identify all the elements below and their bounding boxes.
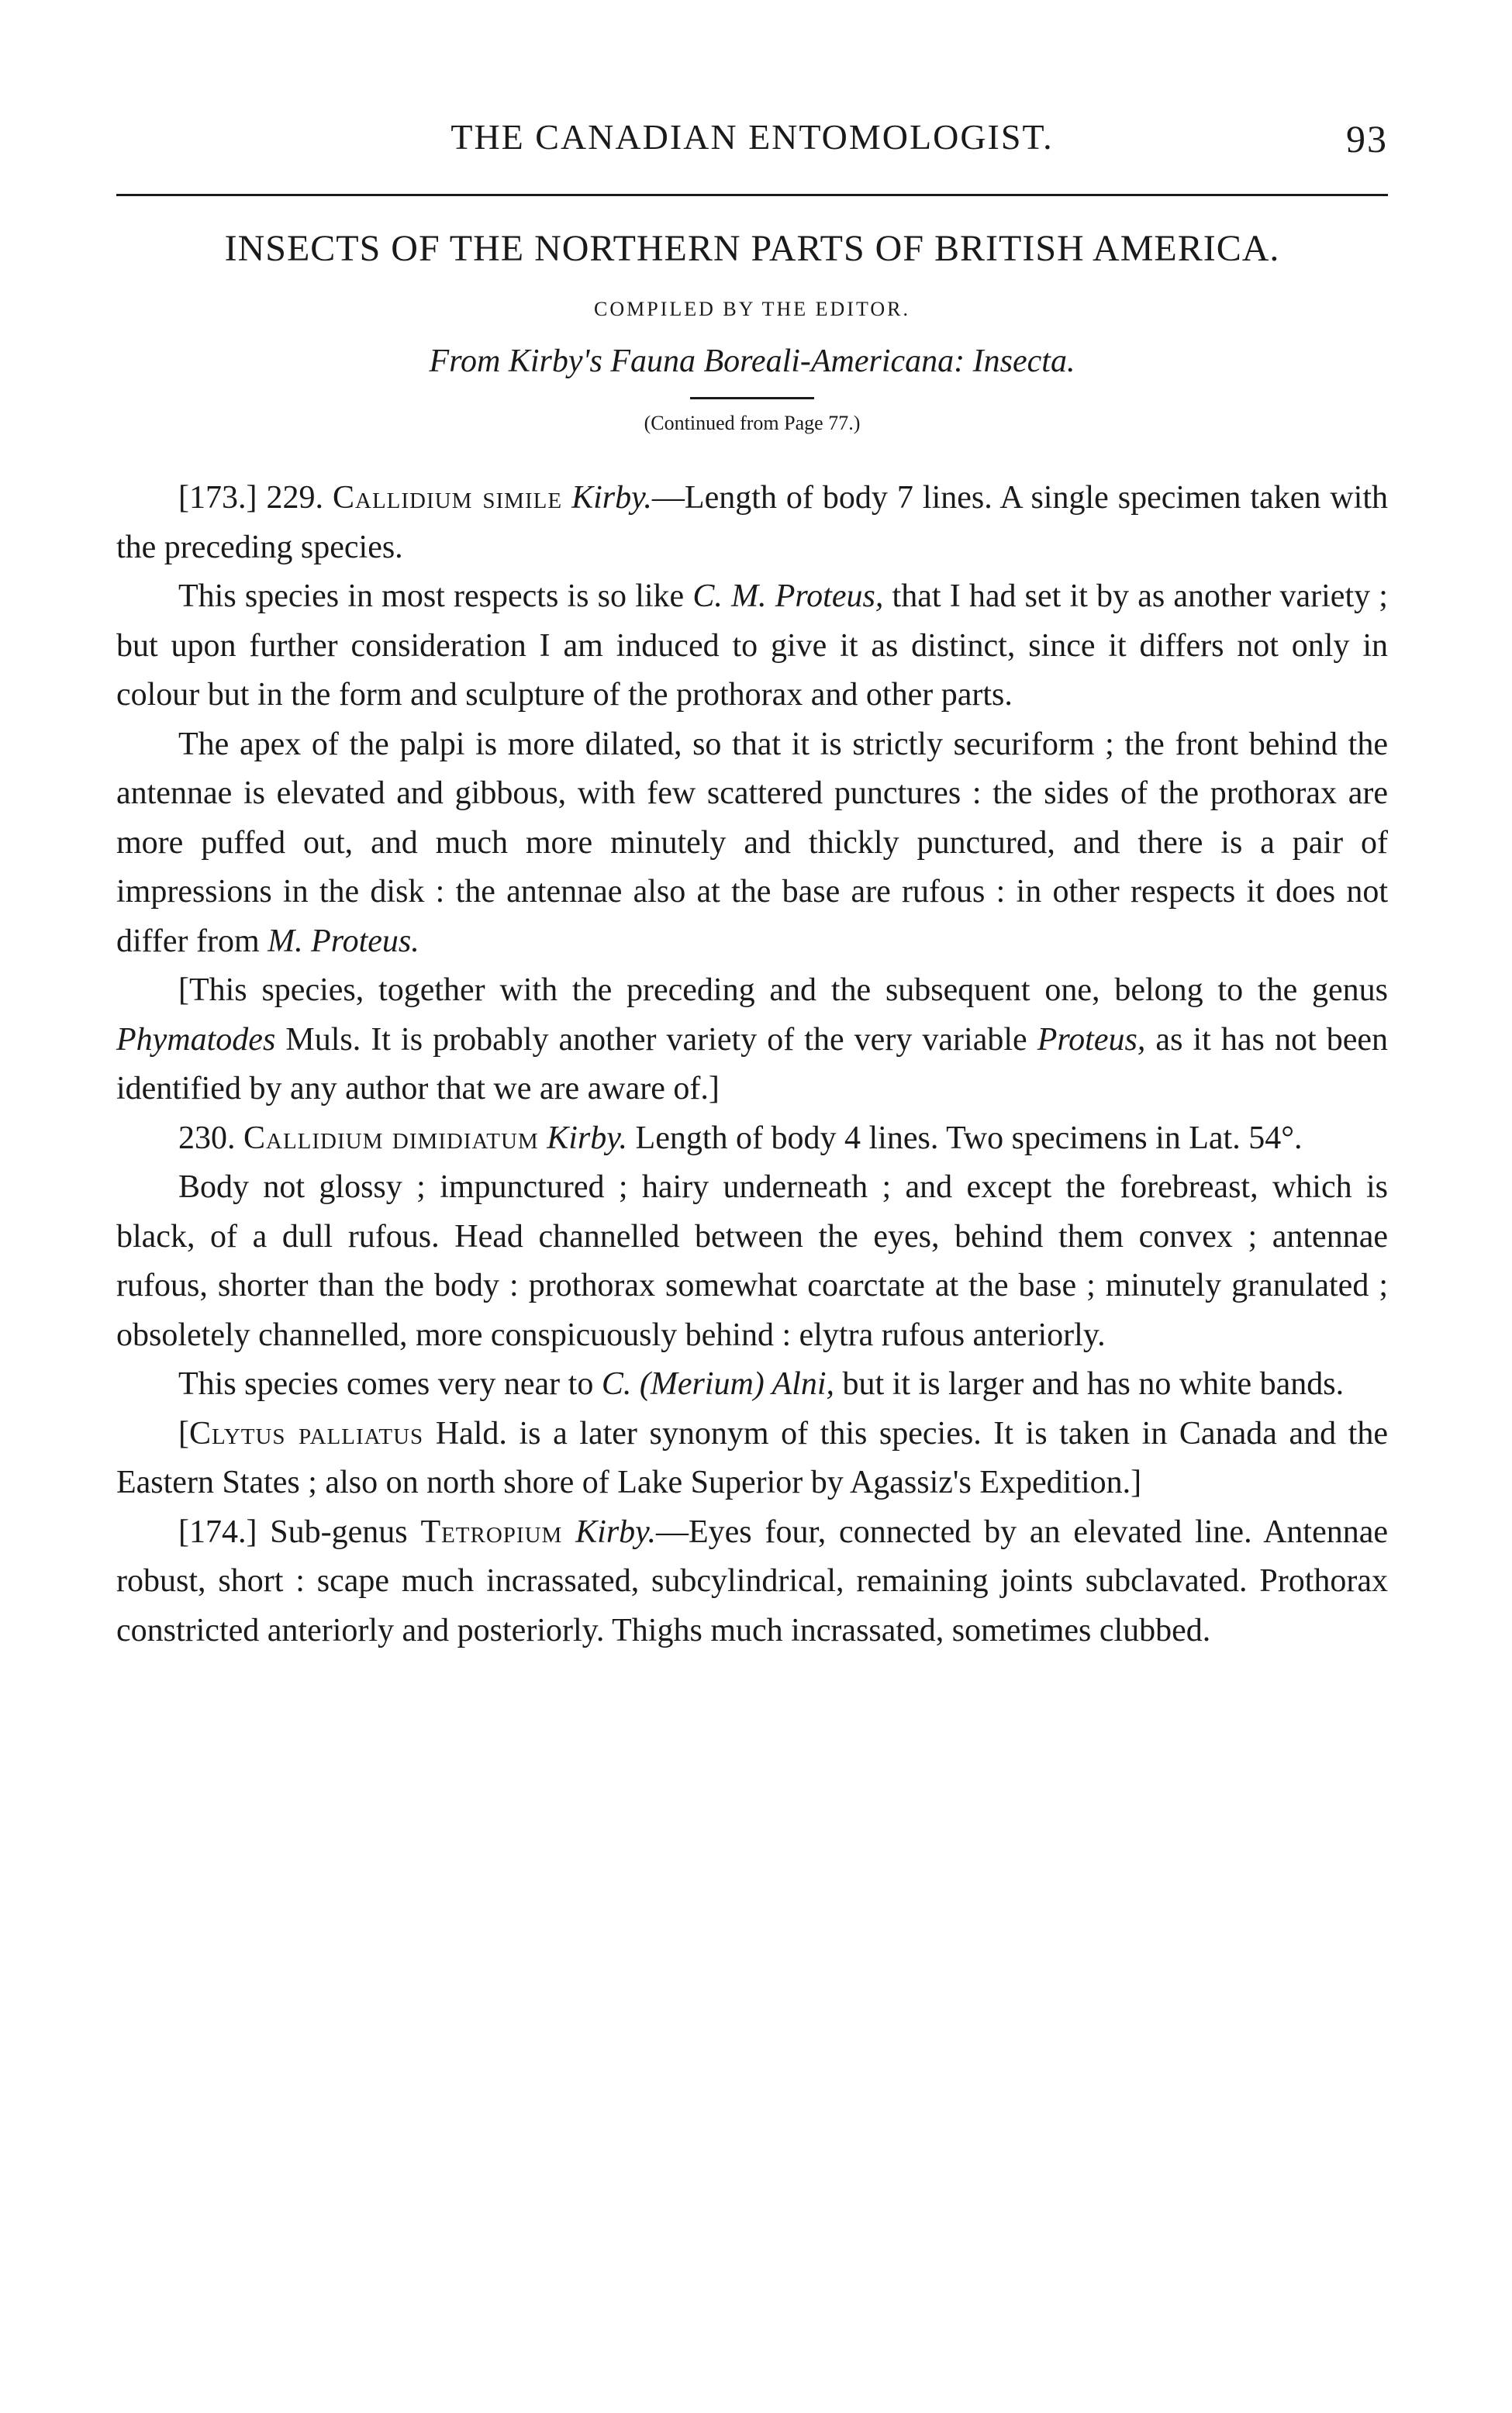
continued-note: (Continued from Page 77.) <box>644 412 861 434</box>
paragraph <box>116 966 1388 1114</box>
paragraph-text: The apex of the palpi is more dilated, so that it is strictly securiform ; the front behind the antennae is elevated and gibbous, with few scattered punctures : the sides of the prothorax are more puffed out, and much more minutely and thickly punctured, and there is a pair of impressions in the disk : the antennae also at the base are rufous : in other respects it does not differ from <box>116 726 1388 959</box>
paragraph-callidium-dimidiatum <box>116 1114 1388 1164</box>
paragraph <box>116 1410 1388 1508</box>
species-author: Kirby. <box>571 480 652 516</box>
article-body <box>116 474 1388 1655</box>
paragraph-text: Hald. is a later synonym of this species. It is taken in Canada and the Eastern States ; also on north shore of Lake Superior by Agassiz's Expedition.] <box>116 1415 1388 1500</box>
section-divider <box>690 397 814 399</box>
entry-number: 230. <box>178 1120 243 1156</box>
paragraph-text: [ <box>178 1415 189 1452</box>
species-author: Kirby. <box>575 1514 656 1550</box>
species-name: Clytus palliatus <box>189 1415 424 1452</box>
italic-name: C. M. Proteus, <box>692 578 884 614</box>
italic-name: M. Proteus. <box>268 923 419 959</box>
paragraph-text: Length of body 4 lines. Two specimens in Lat. 54°. <box>627 1120 1303 1156</box>
italic-name: C. (Merium) Alni, <box>601 1366 835 1402</box>
running-title: THE CANADIAN ENTOMOLOGIST. <box>450 117 1054 157</box>
paragraph <box>116 572 1388 720</box>
paragraph-text: This species in most respects is so like <box>178 578 693 614</box>
paragraph-text: as it has not been identified by any author that we are aware of.] <box>116 1021 1389 1106</box>
paragraph <box>116 1163 1388 1360</box>
paragraph-text: Body not glossy ; impunctured ; hairy underneath ; and except the forebreast, which is black, of a dull rufous. Head channelled between the eyes, behind them convex ; antennae rufous, shorter than the body : prothorax somewhat coarctate at the base ; minutely granulated ; obsoletely channelled, more conspicuously behind : elytra rufous anteriorly. <box>116 1169 1388 1353</box>
italic-name: Phymatodes <box>116 1021 276 1058</box>
page <box>116 109 1388 1655</box>
header-divider <box>116 194 1388 196</box>
species-name: Callidium simile <box>333 480 563 516</box>
source-from: From <box>429 343 501 379</box>
paragraph-text: This species comes very near to <box>178 1366 602 1402</box>
compiled-by: COMPILED BY THE EDITOR. <box>594 298 910 320</box>
paragraph-callidium-simile <box>116 474 1388 572</box>
italic-name: Proteus, <box>1037 1021 1146 1058</box>
paragraph-text: Muls. It is probably another variety of the very variable <box>275 1021 1037 1058</box>
running-head <box>116 109 1388 178</box>
paragraph-tetropium <box>116 1508 1388 1656</box>
entry-number: [173.] 229. <box>178 480 333 516</box>
paragraph <box>116 720 1388 967</box>
paragraph-text: [This species, together with the preceding and the subsequent one, belong to the genus <box>178 972 1388 1008</box>
entry-number: [174.] Sub-genus <box>178 1514 421 1550</box>
species-author: Kirby. <box>547 1120 628 1156</box>
species-name: Callidium dimidiatum <box>243 1120 539 1156</box>
paragraph-text: —Eyes four, connected by an elevated line. Antennae robust, short : scape much incrassated, subcylindrical, remaining joints subclavated. Prothorax constricted anteriorly and posteriorly. Thighs much incrassated, sometimes clubbed. <box>116 1514 1388 1648</box>
paragraph <box>116 1360 1388 1410</box>
paragraph-text: —Length of body 7 lines. A single specimen taken with the preceding species. <box>116 480 1389 565</box>
paragraph-text: but it is larger and has no white bands. <box>834 1366 1345 1402</box>
species-name: Tetropium <box>420 1514 563 1550</box>
page-number: 93 <box>1346 117 1388 161</box>
article-title: INSECTS OF THE NORTHERN PARTS OF BRITISH AMERICA. <box>224 228 1280 269</box>
paragraph-text: that I had set it by as another variety ; but upon further consideration I am induced to give it as distinct, since it differs not only in colour but in the form and sculpture of the prothorax and other parts. <box>116 578 1388 713</box>
source-work: Kirby's Fauna Boreali-Americana: Insecta. <box>508 343 1075 379</box>
source-line <box>116 343 1388 380</box>
